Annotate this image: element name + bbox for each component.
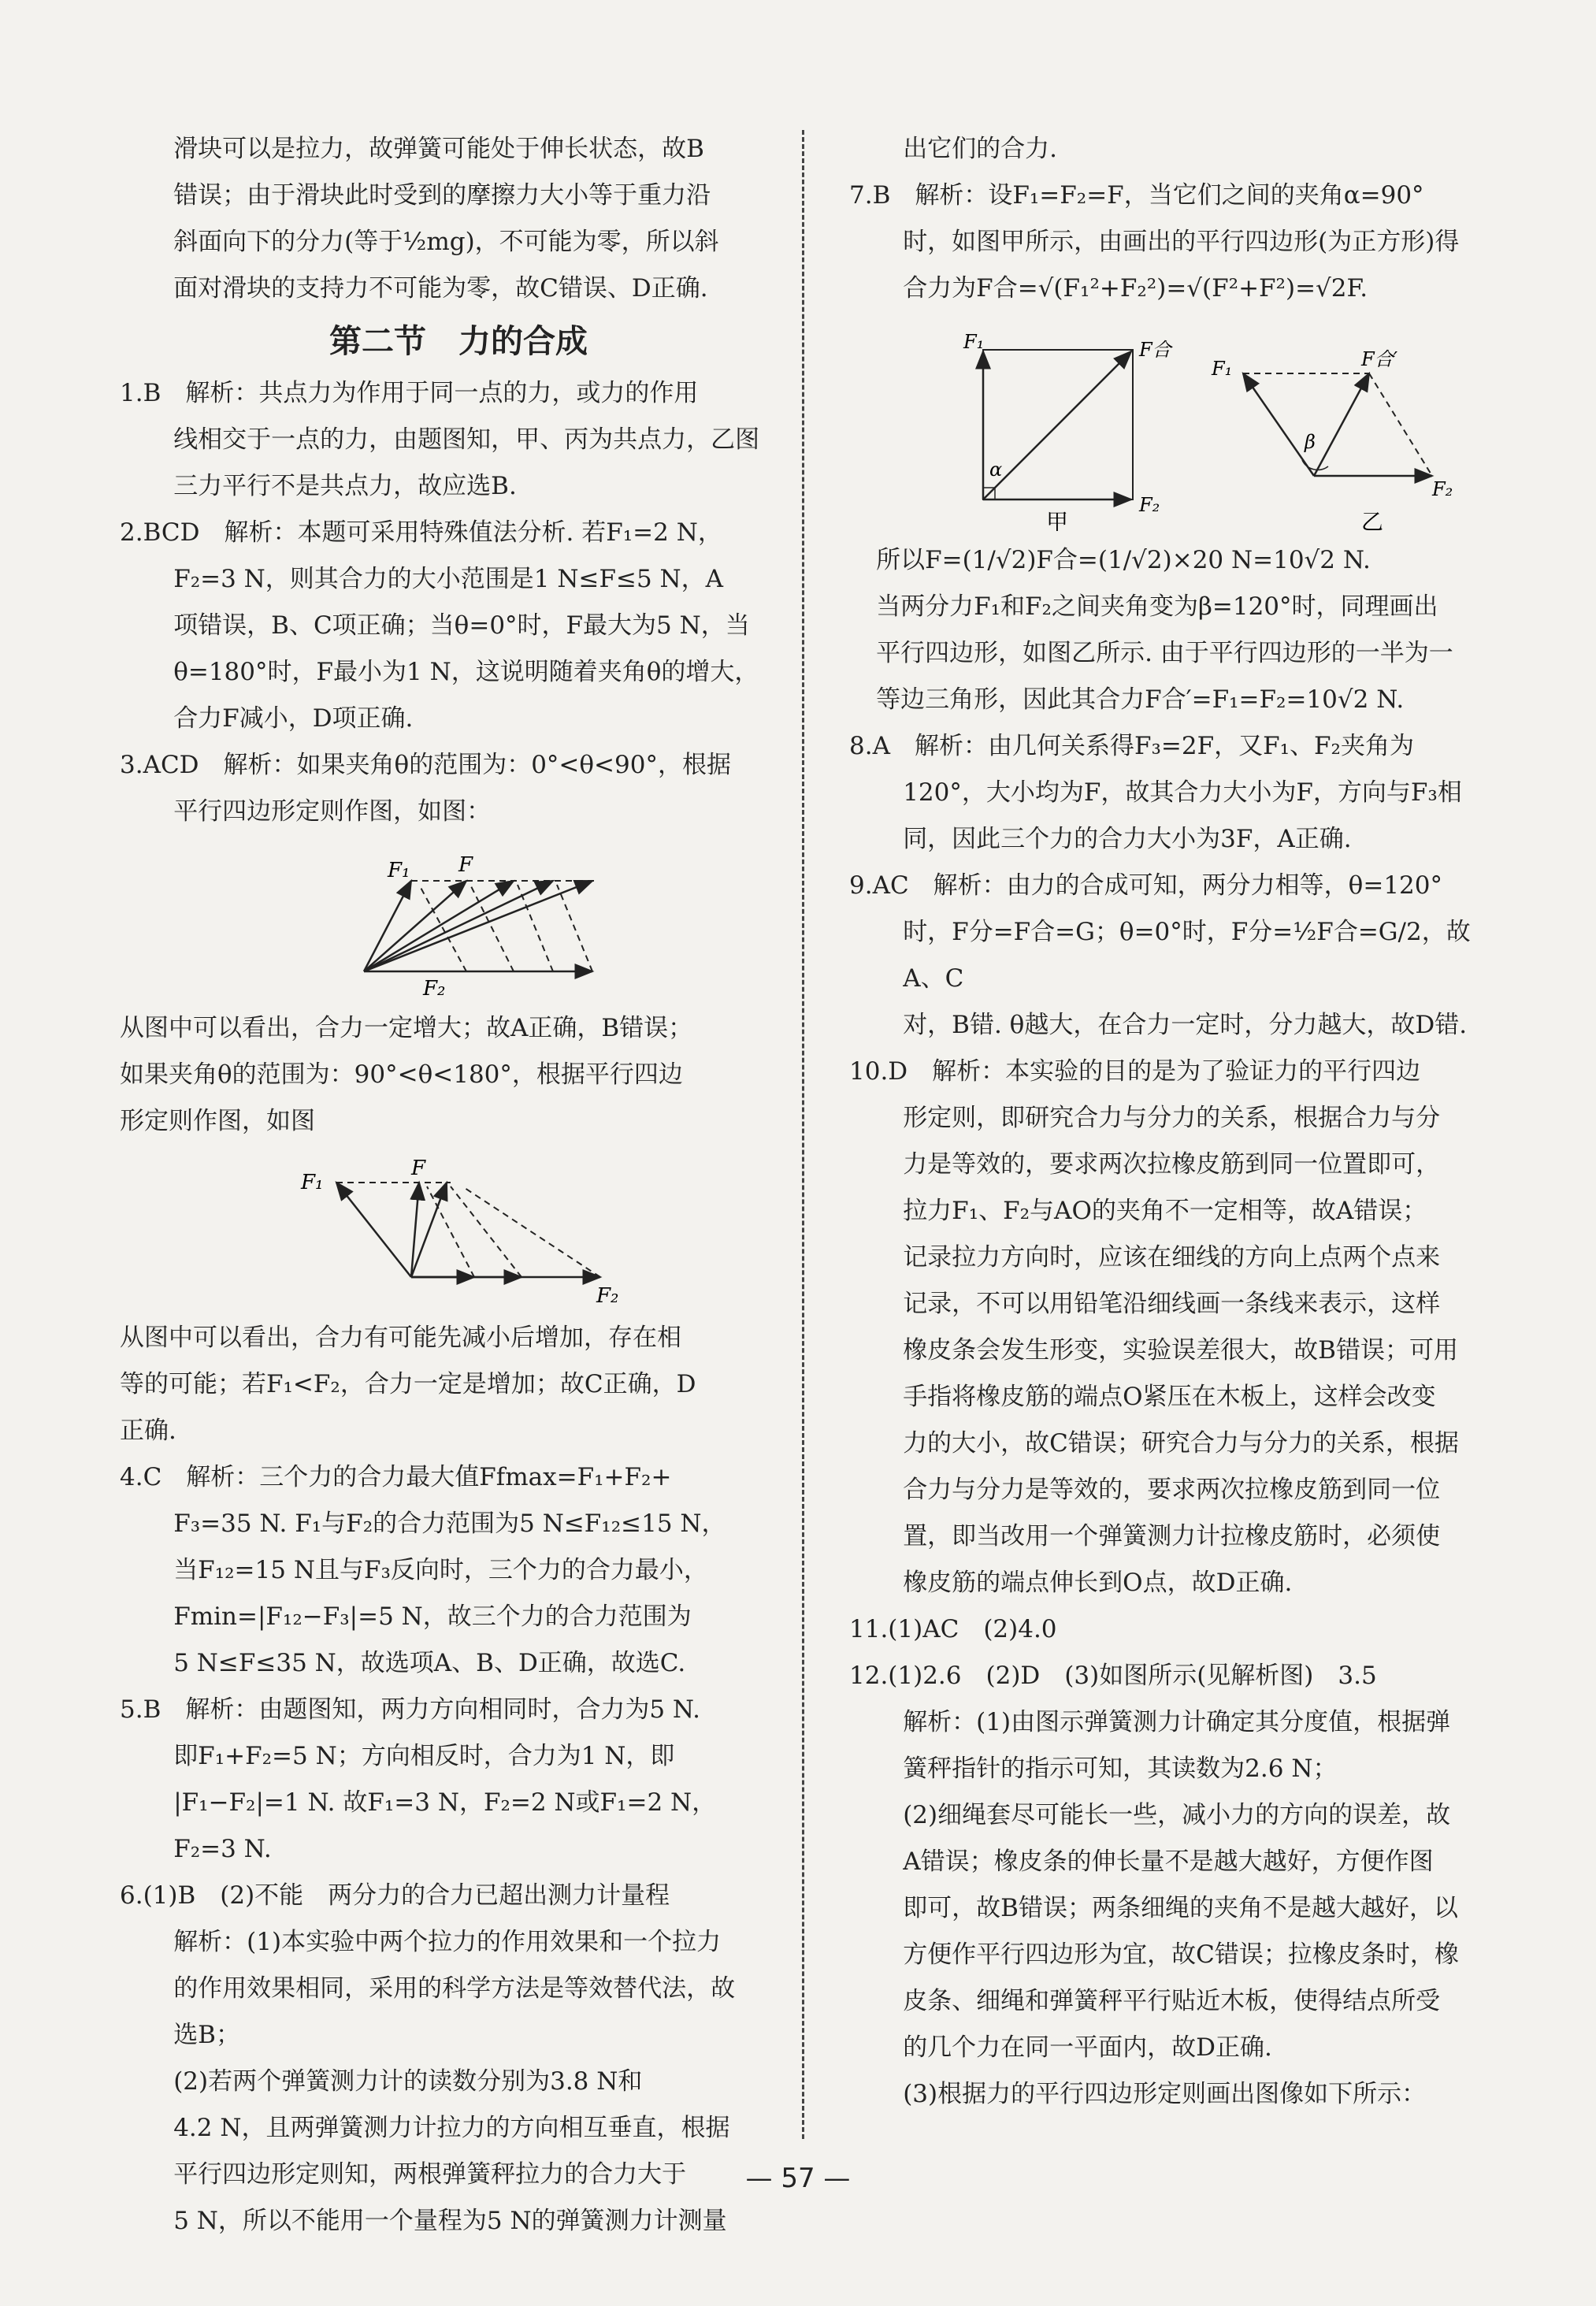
text-line: 10.D 解析：本实验的目的是为了验证力的平行四边 [849,1057,1421,1086]
text-line: 错误；由于滑块此时受到的摩擦力大小等于重力沿 [173,181,711,210]
parallelogram-figure-obtuse [293,1151,624,1309]
text-line: 解析：(1)本实验中两个拉力的作用效果和一个拉力 [173,1928,722,1956]
text-line: 拉力F₁、F₂与AO的夹角不一定相等，故A错误； [903,1197,1427,1225]
text-line: θ=180°时，F最小为1 N，这说明随着夹角θ的增大， [173,658,759,686]
text-line: 如果夹角θ的范围为：90°<θ<180°，根据平行四边 [120,1060,683,1089]
text-line: 平行四边形定则作图，如图： [173,797,492,826]
text-line: 1.B 解析：共点力为作用于同一点的力，或力的作用 [120,379,699,407]
text-line: 正确. [120,1417,176,1445]
figure-jia-yi [889,318,1456,531]
text-line: 6.(1)B (2)不能 两分力的合力已超出测力计量程 [120,1881,670,1910]
text-line: 力的大小，故C错误；研究合力与分力的关系，根据 [903,1429,1459,1457]
text-line: 7.B 解析：设F₁=F₂=F，当它们之间的夹角α=90° [849,181,1424,210]
text-line: 5 N，所以不能用一个量程为5 N的弹簧测力计测量 [173,2207,727,2235]
text-line: 当F₁₂=15 N且与F₃反向时，三个力的合力最小， [173,1556,708,1584]
text-line: 选B； [173,2021,240,2049]
text-line: 从图中可以看出，合力一定增大；故A正确，B错误； [120,1014,693,1042]
text-line: 等的可能；若F₁<F₂，合力一定是增加；故C正确，D [120,1370,696,1398]
text-line: 平行四边形定则知，两根弹簧秤拉力的合力大于 [173,2160,687,2189]
label-f: F [411,1157,426,1180]
text-line: 线相交于一点的力，由题图知，甲、丙为共点力，乙图 [173,425,760,454]
question-8 [849,723,1495,863]
text-line: 从图中可以看出，合力有可能先减小后增加，存在相 [120,1324,681,1352]
text-line: F₂=3 N. [173,1835,272,1863]
text-line: 时，F分=F合=G；θ=0°时，F分=½F合=G/2，故A、C [903,918,1471,993]
text-line: 面对滑块的支持力不可能为零，故C错误、D正确. [173,274,708,303]
right-column [849,126,1495,2118]
question-2 [120,510,797,742]
label-jia: 甲 [1046,509,1069,531]
label-f1: F₁ [388,859,410,882]
text-line: 11.(1)AC (2)4.0 [849,1615,1057,1643]
text-line: 的几个力在同一平面内，故D正确. [903,2033,1272,2062]
text-line: F₂=3 N，则其合力的大小范围是1 N≤F≤5 N，A [173,565,724,593]
text-line: 所以F=(1/√2)F合=(1/√2)×20 N=10√2 N. [876,546,1371,574]
label-f2b: F₂ [1432,478,1453,500]
label-f1: F₁ [963,331,985,353]
text-line: 簧秤指针的指示可知，其读数为2.6 N； [903,1755,1338,1783]
text-line: 的作用效果相同，采用的科学方法是等效替代法，故 [173,1974,736,2003]
left-column [120,126,797,2245]
text-line: 4.C 解析：三个力的合力最大值Ffmax=F₁+F₂+ [120,1463,672,1491]
text-line: 当两分力F₁和F₂之间夹角变为β=120°时，同理画出 [876,592,1438,621]
text-line: 5.B 解析：由题图知，两力方向相同时，合力为5 N. [120,1695,700,1724]
text-line: 对，B错. θ越大，在合力一定时，分力越大，故D错. [903,1011,1468,1039]
text-line: 橡皮筋的端点伸长到O点，故D正确. [903,1569,1293,1597]
text-line: 三力平行不是共点力，故应选B. [173,472,517,500]
text-line: A错误；橡皮条的伸长量不是越大越好，方便作图 [903,1847,1434,1876]
section-title: 第二节 力的合成 [329,322,588,360]
column-divider [802,130,804,2139]
label-f2: F₂ [596,1284,619,1308]
text-line: Fmin=|F₁₂−F₃|=5 N，故三个力的合力范围为 [173,1602,692,1631]
question-12 [849,1653,1495,2118]
text-line: 滑块可以是拉力，故弹簧可能处于伸长状态，故B [173,135,704,163]
text-line: 方便作平行四边形为宜，故C错误；拉橡皮条时，橡 [903,1940,1459,1969]
text-line: 形定则作图，如图 [120,1107,315,1135]
label-fheb: F合′ [1361,348,1398,370]
question-4 [120,1454,797,1687]
text-line: 即F₁+F₂=5 N；方向相反时，合力为1 N，即 [173,1742,675,1770]
text-line: 出它们的合力. [903,135,1058,163]
text-line: 力是等效的，要求两次拉橡皮筋到同一位置即可， [903,1150,1441,1179]
text-line: 合力与分力是等效的，要求两次拉橡皮筋到同一位 [903,1476,1441,1504]
text-line: 平行四边形，如图乙所示. 由于平行四边形的一半为一 [876,639,1453,667]
text-line: 12.(1)2.6 (2)D (3)如图所示(见解析图) 3.5 [849,1662,1377,1690]
text-line: 时，如图甲所示，由画出的平行四边形(为正方形)得 [903,228,1460,256]
text-line: 手指将橡皮筋的端点O紧压在木板上，这样会改变 [903,1383,1436,1411]
text-line: 记录拉力方向时，应该在细线的方向上点两个点来 [903,1243,1441,1272]
parallelogram-figure-acute [317,841,600,999]
text-line: 形定则，即研究合力与分力的关系，根据合力与分 [903,1104,1441,1132]
question-9 [849,863,1495,1049]
label-f1: F₁ [301,1171,324,1194]
text-line: (2)若两个弹簧测力计的读数分别为3.8 N和 [173,2067,643,2096]
label-f2: F₂ [423,977,446,999]
continued-text [120,126,797,312]
text-line: (3)根据力的平行四边形定则画出图像如下所示： [903,2080,1427,2108]
text-line: F₃=35 N. F₁与F₂的合力范围为5 N≤F₁₂≤15 N， [173,1509,726,1538]
text-line: 解析：(1)由图示弹簧测力计确定其分度值，根据弹 [903,1708,1451,1736]
text-line: 合力F减小，D项正确. [173,704,414,733]
question-5 [120,1687,797,1873]
label-f: F [458,853,473,877]
text-line: 同，因此三个力的合力大小为3F，A正确. [903,825,1352,853]
text-line: 4.2 N，且两弹簧测力计拉力的方向相互垂直，根据 [173,2114,730,2142]
text-line: 项错误，B、C项正确；当θ=0°时，F最大为5 N，当 [173,611,750,640]
text-line: 等边三角形，因此其合力F合′=F₁=F₂=10√2 N. [876,685,1405,714]
label-fhe: F合 [1139,339,1171,361]
question-10 [849,1049,1495,1606]
text-line: 皮条、细绳和弹簧秤平行贴近木板，使得结点所受 [903,1987,1441,2015]
label-beta: β [1305,431,1316,453]
question-7 [849,173,1495,723]
text-line: 即可，故B错误；两条细绳的夹角不是越大越好，以 [903,1894,1458,1922]
text-line: 置，即当改用一个弹簧测力计拉橡皮筋时，必须使 [903,1522,1441,1550]
label-f2: F₂ [1139,494,1160,516]
page-number: — 57 — [745,2163,851,2194]
label-alpha: α [989,459,1003,481]
text-line: 120°，大小均为F，故其合力大小为F，方向与F₃相 [903,778,1462,807]
text-line: 9.AC 解析：由力的合成可知，两分力相等，θ=120° [849,871,1442,900]
text-line: 8.A 解析：由几何关系得F₃=2F，又F₁、F₂夹角为 [849,732,1414,760]
label-yi: 乙 [1361,509,1384,531]
question-11 [849,1606,1495,1653]
question-3 [120,742,797,1454]
text-line: 记录，不可以用铅笔沿细线画一条线来表示，这样 [903,1290,1441,1318]
text-line: 2.BCD 解析：本题可采用特殊值法分析. 若F₁=2 N， [120,518,722,547]
text-line: 5 N≤F≤35 N，故选项A、B、D正确，故选C. [173,1649,686,1677]
label-f1b: F₁ [1212,358,1233,380]
text-line: 橡皮条会发生形变，实验误差很大，故B错误；可用 [903,1336,1458,1365]
text-line: (2)细绳套尽可能长一些，减小力的方向的误差，故 [903,1801,1451,1829]
text-line: 斜面向下的分力(等于½mg)，不可能为零，所以斜 [173,228,719,256]
question-1 [120,370,797,510]
text-line: 合力为F合=√(F₁²+F₂²)=√(F²+F²)=√2F. [903,274,1368,303]
text-line: 3.ACD 解析：如果夹角θ的范围为：0°<θ<90°，根据 [120,751,731,779]
text-line: |F₁−F₂|=1 N. 故F₁=3 N，F₂=2 N或F₁=2 N， [173,1788,717,1817]
